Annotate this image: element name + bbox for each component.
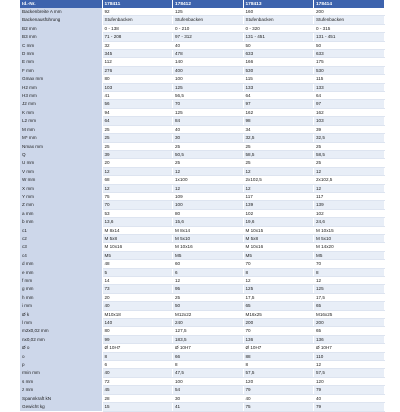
table-cell: 8 xyxy=(173,361,244,369)
table-cell: 68 xyxy=(102,176,173,184)
table-row xyxy=(20,319,384,327)
table-cell: 12 xyxy=(314,184,385,192)
table-cell: 50,5 xyxy=(173,150,244,158)
table-cell: 75 xyxy=(243,403,314,411)
table-cell: 102 xyxy=(314,209,385,217)
table-cell: 30 xyxy=(173,134,244,142)
table-cell: 183,5 xyxy=(173,335,244,343)
table-row xyxy=(20,293,384,301)
table-cell: 12 xyxy=(102,167,173,175)
table-cell: 117 xyxy=(314,192,385,200)
table-cell: 633 xyxy=(314,50,385,58)
row-label: d mm xyxy=(20,260,102,268)
table-row xyxy=(20,285,384,293)
table-row xyxy=(20,377,384,385)
header-cell-178414: 178414 xyxy=(314,0,385,8)
table-cell: M 5x8 xyxy=(243,234,314,242)
table-row xyxy=(20,8,384,16)
table-cell: 133 xyxy=(314,83,385,91)
table-cell: 125 xyxy=(173,8,244,16)
table-cell: 131 - 451 xyxy=(243,33,314,41)
table-cell: 40 xyxy=(102,302,173,310)
table-cell: 110 xyxy=(314,352,385,360)
table-cell: 633 xyxy=(243,50,314,58)
table-cell: 14 xyxy=(102,277,173,285)
table-row xyxy=(20,209,384,217)
table-cell: 56,5 xyxy=(173,92,244,100)
table-cell: 48 xyxy=(102,260,173,268)
row-label: h mm xyxy=(20,293,102,301)
table-cell: 112 xyxy=(102,58,173,66)
row-label: Gmax mm xyxy=(20,75,102,83)
table-row xyxy=(20,394,384,402)
row-label: W mm xyxy=(20,176,102,184)
table-cell: 117 xyxy=(243,192,314,200)
table-cell: 136 xyxy=(243,335,314,343)
table-cell: M 5x10 xyxy=(314,234,385,242)
table-row xyxy=(20,24,384,32)
table-cell: 99 xyxy=(102,335,173,343)
table-cell: 8 xyxy=(102,352,173,360)
table-cell: 20 xyxy=(102,293,173,301)
table-cell: 58,5 xyxy=(314,150,385,158)
row-label: B3 mm xyxy=(20,33,102,41)
row-label: B2 mm xyxy=(20,24,102,32)
row-label: e mm xyxy=(20,268,102,276)
table-cell: 200 xyxy=(314,319,385,327)
table-cell: M 10x15 xyxy=(243,226,314,234)
row-label: L2 mm xyxy=(20,117,102,125)
table-cell: 109 xyxy=(173,192,244,200)
table-cell: 28 xyxy=(102,394,173,402)
table-cell: M 10x16 xyxy=(173,243,244,251)
table-row xyxy=(20,268,384,276)
table-cell: 25 xyxy=(102,134,173,142)
table-row xyxy=(20,226,384,234)
row-label: z mm xyxy=(20,386,102,394)
table-cell: 65 xyxy=(314,302,385,310)
row-label: Ø k xyxy=(20,310,102,318)
row-label: Ø o xyxy=(20,344,102,352)
table-cell: 65 xyxy=(243,302,314,310)
table-cell: 94 xyxy=(102,108,173,116)
row-label: Nmax mm xyxy=(20,142,102,150)
table-cell: 12 xyxy=(314,361,385,369)
table-cell: 45 xyxy=(102,386,173,394)
table-cell: 25 xyxy=(102,125,173,133)
table-cell: M 10x15 xyxy=(314,226,385,234)
table-cell: 12 xyxy=(243,184,314,192)
table-cell: 57,5 xyxy=(314,369,385,377)
table-row xyxy=(20,159,384,167)
table-cell: 136 xyxy=(314,335,385,343)
row-label: V mm xyxy=(20,167,102,175)
header-row xyxy=(20,0,384,8)
row-label: g mm xyxy=(20,285,102,293)
table-cell: M 14x20 xyxy=(314,243,385,251)
table-cell: 64 xyxy=(102,117,173,125)
table-cell: 200 xyxy=(243,319,314,327)
row-label: s mm xyxy=(20,377,102,385)
table-cell: 175 xyxy=(314,58,385,66)
table-cell: 2x102,5 xyxy=(314,176,385,184)
table-cell: M 8x14 xyxy=(102,226,173,234)
table-row xyxy=(20,142,384,150)
table-cell: 115 xyxy=(243,75,314,83)
row-label: c2 xyxy=(20,234,102,242)
row-label: Backenausführung xyxy=(20,16,102,24)
table-cell: 54 xyxy=(173,386,244,394)
table-cell: M5 xyxy=(102,251,173,259)
table-cell: 139 xyxy=(314,201,385,209)
table-row xyxy=(20,327,384,335)
table-row xyxy=(20,134,384,142)
table-cell: 478 xyxy=(173,50,244,58)
table-cell: 57,5 xyxy=(243,369,314,377)
table-cell: 127,5 xyxy=(173,327,244,335)
table-row xyxy=(20,403,384,411)
table-cell: 84 xyxy=(173,117,244,125)
table-cell: 32,5 xyxy=(314,134,385,142)
table-cell: Stufenbacken xyxy=(173,16,244,24)
row-label: p xyxy=(20,361,102,369)
table-cell: 32 xyxy=(102,41,173,49)
table-row xyxy=(20,201,384,209)
table-cell: 0 - 320 xyxy=(243,24,314,32)
table-cell: 97 xyxy=(243,100,314,108)
table-cell: 65 xyxy=(314,327,385,335)
table-row xyxy=(20,108,384,116)
row-label: i mm xyxy=(20,302,102,310)
table-cell: 64 xyxy=(314,92,385,100)
table-cell: 6 xyxy=(102,361,173,369)
table-cell: 66 xyxy=(173,352,244,360)
specification-table xyxy=(20,0,385,412)
table-cell: 12 xyxy=(173,167,244,175)
table-row xyxy=(20,344,384,352)
table-cell: 8 xyxy=(243,268,314,276)
row-label: nx0,02 mm xyxy=(20,335,102,343)
row-label: C mm xyxy=(20,41,102,49)
table-cell: Ø 10H7 xyxy=(102,344,173,352)
table-cell: 103 xyxy=(314,117,385,125)
table-cell: Stufenbacken xyxy=(314,16,385,24)
table-row xyxy=(20,50,384,58)
table-row xyxy=(20,310,384,318)
table-cell: 530 xyxy=(314,66,385,74)
header-cell-178413: 178413 xyxy=(243,0,314,8)
table-cell: 20 xyxy=(102,159,173,167)
table-cell: M 8x14 xyxy=(173,226,244,234)
table-row xyxy=(20,92,384,100)
table-cell: 30 xyxy=(173,394,244,402)
table-row xyxy=(20,83,384,91)
table-cell: 400 xyxy=(173,66,244,74)
table-cell: 40 xyxy=(243,394,314,402)
header-cell-178412: 178412 xyxy=(173,0,244,8)
table-cell: 71 - 208 xyxy=(102,33,173,41)
table-row xyxy=(20,335,384,343)
table-cell: 12 xyxy=(173,184,244,192)
table-row xyxy=(20,176,384,184)
row-label: H3 mm xyxy=(20,92,102,100)
table-cell: 25 xyxy=(243,142,314,150)
table-row xyxy=(20,243,384,251)
table-cell: 39 xyxy=(314,125,385,133)
table-cell: 40 xyxy=(173,41,244,49)
table-cell: Stufenbacken xyxy=(243,16,314,24)
table-cell: 100 xyxy=(173,75,244,83)
table-cell: 115 xyxy=(314,75,385,83)
table-cell: 25 xyxy=(314,142,385,150)
table-row xyxy=(20,218,384,226)
row-label: M mm xyxy=(20,125,102,133)
row-label: b mm xyxy=(20,218,102,226)
row-label: c4 xyxy=(20,251,102,259)
table-row xyxy=(20,352,384,360)
table-row xyxy=(20,150,384,158)
row-label: H2 mm xyxy=(20,83,102,91)
table-cell: Ø 10H7 xyxy=(314,344,385,352)
row-label: Z mm xyxy=(20,201,102,209)
table-cell: 25 xyxy=(314,159,385,167)
table-row xyxy=(20,33,384,41)
row-label: c3 xyxy=(20,243,102,251)
table-cell: M16x25 xyxy=(314,310,385,318)
table-cell: 140 xyxy=(102,319,173,327)
table-cell: 25 xyxy=(243,159,314,167)
row-label: K mm xyxy=(20,108,102,116)
table-cell: 34 xyxy=(243,125,314,133)
table-row xyxy=(20,66,384,74)
table-cell: 47,5 xyxy=(173,369,244,377)
table-cell: 92 xyxy=(102,8,173,16)
row-label: J2 mm xyxy=(20,100,102,108)
row-label: E mm xyxy=(20,58,102,66)
table-cell: 58,5 xyxy=(243,150,314,158)
table-row xyxy=(20,369,384,377)
table-cell: 80 xyxy=(102,327,173,335)
table-cell: 32,5 xyxy=(243,134,314,142)
table-cell: 12 xyxy=(314,167,385,175)
table-cell: 162 xyxy=(243,108,314,116)
table-row xyxy=(20,302,384,310)
table-cell: 40 xyxy=(173,125,244,133)
table-row xyxy=(20,100,384,108)
table-cell: 0 - 315 xyxy=(314,24,385,32)
table-cell: 103 xyxy=(102,83,173,91)
table-cell: 240 xyxy=(173,319,244,327)
table-cell: 64 xyxy=(243,92,314,100)
table-cell: 25 xyxy=(173,293,244,301)
table-cell: 12 xyxy=(243,277,314,285)
table-cell: 15,6 xyxy=(173,218,244,226)
table-cell: 0 - 138 xyxy=(102,24,173,32)
table-cell: 25 xyxy=(173,159,244,167)
table-row xyxy=(20,75,384,83)
table-cell: 5 xyxy=(102,268,173,276)
table-cell: 97 - 312 xyxy=(173,33,244,41)
row-label: U mm xyxy=(20,159,102,167)
row-label: M* mm xyxy=(20,134,102,142)
table-cell: 8 xyxy=(243,361,314,369)
table-cell: 2x102,5 xyxy=(243,176,314,184)
table-cell: M5 xyxy=(173,251,244,259)
table-cell: 25 xyxy=(102,142,173,150)
table-cell: 24,6 xyxy=(314,218,385,226)
table-cell: 0 - 210 xyxy=(173,24,244,32)
table-cell: 73 xyxy=(102,285,173,293)
table-cell: 15 xyxy=(102,403,173,411)
table-cell: 17,5 xyxy=(314,293,385,301)
table-cell: 162 xyxy=(314,108,385,116)
row-label: m2x0,02 mm xyxy=(20,327,102,335)
table-cell: 72 xyxy=(102,377,173,385)
table-cell: 166 xyxy=(243,58,314,66)
row-label: D mm xyxy=(20,50,102,58)
table-cell: 12 xyxy=(243,167,314,175)
table-cell: 345 xyxy=(102,50,173,58)
table-cell: 79 xyxy=(314,386,385,394)
table-cell: 13,6 xyxy=(102,218,173,226)
table-cell: 100 xyxy=(173,201,244,209)
table-row xyxy=(20,58,384,66)
table-cell: 125 xyxy=(173,108,244,116)
row-label: o xyxy=(20,352,102,360)
table-cell: M12x22 xyxy=(173,310,244,318)
table-cell: 98 xyxy=(243,117,314,125)
table-cell: M5 xyxy=(243,251,314,259)
table-cell: 70 xyxy=(102,201,173,209)
table-cell: 19,6 xyxy=(243,218,314,226)
table-row xyxy=(20,192,384,200)
table-cell: 41 xyxy=(173,403,244,411)
row-label: c1 xyxy=(20,226,102,234)
table-row xyxy=(20,167,384,175)
table-cell: M 5x8 xyxy=(102,234,173,242)
table-cell: 125 xyxy=(243,285,314,293)
table-cell: 8 xyxy=(314,268,385,276)
table-cell: 133 xyxy=(243,83,314,91)
table-row xyxy=(20,386,384,394)
table-row xyxy=(20,251,384,259)
table-cell: 125 xyxy=(314,285,385,293)
table-cell: Stufenbacken xyxy=(102,16,173,24)
table-cell: 40 xyxy=(102,369,173,377)
row-label: Q xyxy=(20,150,102,158)
table-row xyxy=(20,125,384,133)
table-cell: 50 xyxy=(173,302,244,310)
table-cell: 25 xyxy=(173,142,244,150)
table-row xyxy=(20,234,384,242)
header-cell-178411: 178411 xyxy=(102,0,173,8)
table-cell: 1x100 xyxy=(173,176,244,184)
table-cell: 140 xyxy=(173,58,244,66)
row-label: Gewicht kg xyxy=(20,403,102,411)
table-cell: 276 xyxy=(102,66,173,74)
table-cell: 79 xyxy=(243,386,314,394)
table-cell: 70 xyxy=(314,260,385,268)
table-row xyxy=(20,117,384,125)
row-label: X mm xyxy=(20,184,102,192)
header-cell-id: Id.-Nr. xyxy=(20,0,102,8)
table-cell: 120 xyxy=(243,377,314,385)
table-cell: 17,5 xyxy=(243,293,314,301)
table-cell: 40 xyxy=(314,394,385,402)
table-cell: Ø 10H7 xyxy=(243,344,314,352)
table-cell: 50 xyxy=(243,41,314,49)
table-row xyxy=(20,184,384,192)
table-cell: M 5x10 xyxy=(173,234,244,242)
table-cell: 79 xyxy=(314,403,385,411)
table-cell: M16x25 xyxy=(243,310,314,318)
row-label: rmin mm xyxy=(20,369,102,377)
table-row xyxy=(20,260,384,268)
table-row xyxy=(20,41,384,49)
table-cell: 80 xyxy=(173,209,244,217)
table-row xyxy=(20,277,384,285)
table-cell: 160 xyxy=(243,8,314,16)
table-cell: 200 xyxy=(314,8,385,16)
row-label: F mm xyxy=(20,66,102,74)
table-cell: 125 xyxy=(173,83,244,91)
table-cell: 97 xyxy=(314,100,385,108)
table-cell: 120 xyxy=(314,377,385,385)
table-cell: 102 xyxy=(243,209,314,217)
row-label: a mm xyxy=(20,209,102,217)
table-cell: M10x18 xyxy=(102,310,173,318)
table-cell: 39 xyxy=(102,150,173,158)
table-row xyxy=(20,361,384,369)
table-cell: 6 xyxy=(173,268,244,276)
table-row xyxy=(20,16,384,24)
table-cell: 53 xyxy=(102,209,173,217)
table-cell: 139 xyxy=(243,201,314,209)
table-body xyxy=(20,8,384,411)
table-cell: 88 xyxy=(243,352,314,360)
row-label: l mm xyxy=(20,319,102,327)
row-label: Backenbreite A mm xyxy=(20,8,102,16)
table-cell: M 10x16 xyxy=(102,243,173,251)
table-cell: 80 xyxy=(102,75,173,83)
table-cell: M5 xyxy=(314,251,385,259)
table-cell: 41 xyxy=(102,92,173,100)
table-cell: 12 xyxy=(102,184,173,192)
table-cell: 12 xyxy=(314,277,385,285)
row-label: f mm xyxy=(20,277,102,285)
table-cell: 530 xyxy=(243,66,314,74)
table-cell: 70 xyxy=(173,100,244,108)
row-label: Y mm xyxy=(20,192,102,200)
table-cell: 70 xyxy=(243,260,314,268)
table-cell: Ø 10H7 xyxy=(173,344,244,352)
table-cell: M 10x16 xyxy=(243,243,314,251)
table-cell: 60 xyxy=(173,260,244,268)
table-cell: 95 xyxy=(173,285,244,293)
table-cell: 70 xyxy=(243,327,314,335)
table-cell: 75 xyxy=(102,192,173,200)
table-cell: 100 xyxy=(173,377,244,385)
table-cell: 50 xyxy=(314,41,385,49)
row-label: Spannkraft kN xyxy=(20,394,102,402)
table-cell: 12 xyxy=(173,277,244,285)
table-cell: 56 xyxy=(102,100,173,108)
table-cell: 131 - 451 xyxy=(314,33,385,41)
